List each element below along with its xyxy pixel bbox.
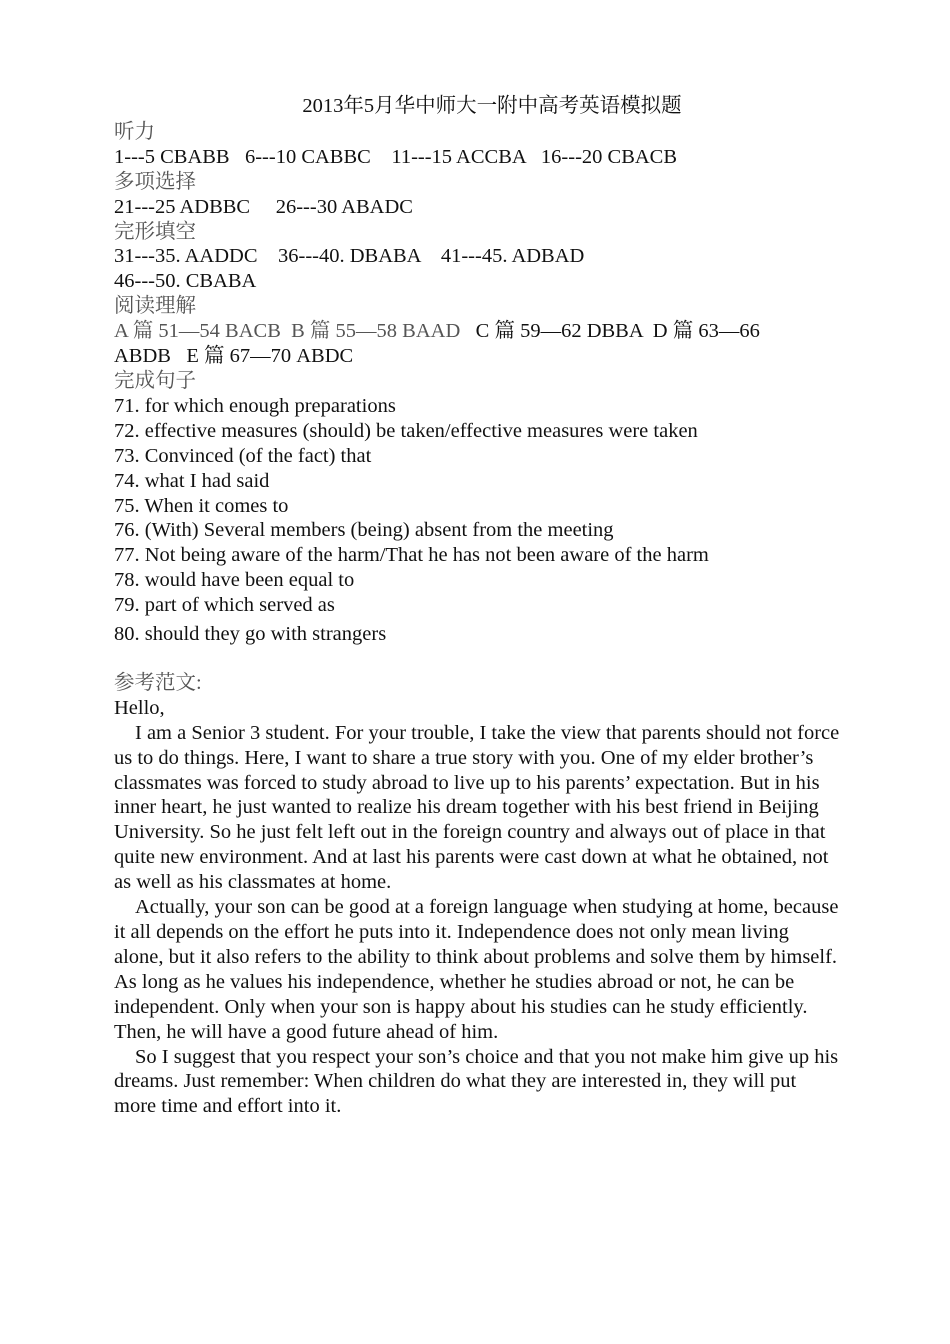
cloze-heading: 完形填空 (114, 220, 196, 243)
reading-answers-ab: A 篇 51—54 BACB B 篇 55—58 BAAD (114, 320, 461, 343)
sentence-item: 78. would have been equal to (114, 569, 355, 592)
sentence-item: 71. for which enough preparations (114, 394, 396, 417)
essay-paragraph: Actually, your son can be good at a foreign language when studying at home, because it all depends on the effort he puts into it. Independence does not only mean living alone, but it also refers to the ability to think about problems and solve them by himself. As long as he values his independence, whether he studies abroad or not, he can be independent. Only when your son is happy about his studies can he study efficiently. Then, he will have a good future ahead of him. (114, 896, 839, 1043)
sentence-item: 73. Convinced (of the fact) that (114, 444, 372, 467)
reading-answers-cd: C 篇 59—62 DBBA D 篇 63—66 (460, 320, 760, 343)
sentence-item: 77. Not being aware of the harm/That he has not been aware of the harm (114, 544, 709, 567)
reading-answers-line-2: ABDB E 篇 67—70 ABDC (114, 345, 354, 368)
cloze-answers-line-1: 31---35. AADDC 36---40. DBABA 41---45. ADBAD (114, 245, 585, 268)
sentence-item: 80. should they go with strangers (114, 623, 387, 646)
sentences-heading: 完成句子 (114, 369, 196, 392)
essay-paragraph: I am a Senior 3 student. For your trouble, I take the view that parents should not force us to do things. Here, I want to share a true story with you. One of my elder brother’s classmates was forced to study abroad to live up to his parents’ expectation. But in his inner heart, he just wanted to realize his dream together with his best friend in Beijing University. So he just felt left out in the foreign country and always out of place in that quite new environment. And at last his parents were cast down at what he obtained, not as well as his classmates at home. (114, 721, 840, 894)
section-spacer (114, 647, 840, 671)
essay-greeting: Hello, (114, 696, 165, 719)
multiple-choice-heading: 多项选择 (114, 170, 196, 193)
listening-answers: 1---5 CBABB 6---10 CABBC 11---15 ACCBA 16---20 CBACB (114, 145, 678, 168)
essay-heading: 参考范文: (114, 671, 202, 694)
reading-answers-line-1 (114, 319, 840, 344)
multiple-choice-answers: 21---25 ADBBC 26---30 ABADC (114, 195, 413, 218)
reading-heading: 阅读理解 (114, 295, 196, 318)
sentence-item: 79. part of which served as (114, 594, 335, 617)
essay-paragraph: So I suggest that you respect your son’s choice and that you not make him give up his dreams. Just remember: When children do what they are interested in, they will put more time and effort into it. (114, 1045, 839, 1118)
cloze-answers-line-2: 46---50. CBABA (114, 270, 257, 293)
listening-heading: 听力 (114, 120, 155, 143)
page-title: 2013年5月华中师大一附中高考英语模拟题 (302, 95, 682, 117)
sentence-item: 74. what I had said (114, 469, 270, 492)
sentence-item: 75. When it comes to (114, 494, 289, 517)
sentence-item: 72. effective measures (should) be taken/effective measures were taken (114, 419, 698, 442)
sentence-item: 76. (With) Several members (being) absent from the meeting (114, 519, 614, 542)
